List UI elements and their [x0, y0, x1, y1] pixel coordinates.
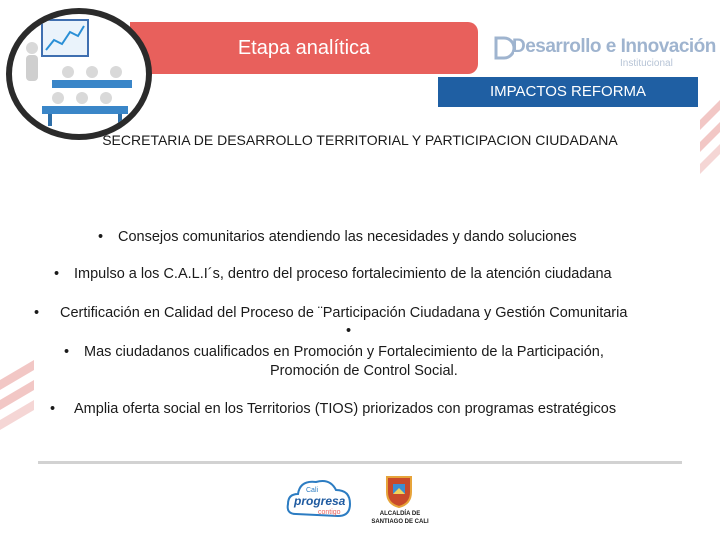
bullet-item [64, 344, 604, 360]
alcaldia-line-2: SANTIAGO DE CALI [371, 519, 429, 525]
bullet-dot: • [34, 305, 40, 321]
bullet-text: Certificación en Calidad del Proceso de ¨Participación Ciudadana y Gestión Comunitaria [60, 305, 628, 321]
cali-progresa-logo [286, 474, 352, 524]
bullet-text: Mas ciudadanos cualificados en Promoción y Fortalecimiento de la Participación, [84, 344, 604, 360]
alcaldia-text [362, 510, 438, 526]
alcaldia-logo [362, 474, 438, 530]
logo1-top-text: Cali [306, 487, 319, 494]
bullet-text: Consejos comunitarios atendiendo las necesidades y dando soluciones [118, 229, 577, 245]
training-room-illustration [6, 8, 152, 140]
page-title: Etapa analítica [237, 37, 371, 59]
logo1-main-text: progresa [294, 494, 346, 508]
bullet-text: Amplia oferta social en los Territorios (TIOS) priorizados con programas estratégicos [74, 401, 617, 417]
bullet-dot: • [64, 344, 70, 360]
bullet-dot: • [54, 266, 60, 282]
bullet-text: Impulso a los C.A.L.I´s, dentro del proceso fortalecimiento de la atención ciudadana [74, 266, 612, 282]
bullet-dot: • [98, 229, 104, 245]
coat-of-arms-icon [384, 474, 414, 508]
bullet-dot: • [50, 401, 56, 417]
bullet-item [34, 305, 627, 321]
left-stripes-decoration [0, 360, 34, 450]
section-title: SECRETARIA DE DESARROLLO TERRITORIAL Y PARTICIPACION CIUDADANA [102, 132, 618, 148]
bullet-item [50, 401, 616, 417]
bullet-continuation: Promoción de Control Social. [270, 363, 458, 379]
footer-divider [38, 461, 682, 464]
brand-subtitle: Institucional [620, 58, 673, 69]
presentation-icon [12, 14, 146, 134]
bullet-item [98, 229, 577, 245]
alcaldia-line-1: ALCALDÍA DE [379, 511, 421, 517]
brand-d-icon [494, 36, 514, 60]
impact-label: IMPACTOS REFORMA [438, 77, 698, 107]
brand-title: Desarrollo e Innovación [512, 36, 716, 57]
bullet-item [54, 266, 612, 282]
logo1-sub-text: contigo [318, 509, 341, 516]
bullet-dot-standalone: • [346, 323, 352, 339]
